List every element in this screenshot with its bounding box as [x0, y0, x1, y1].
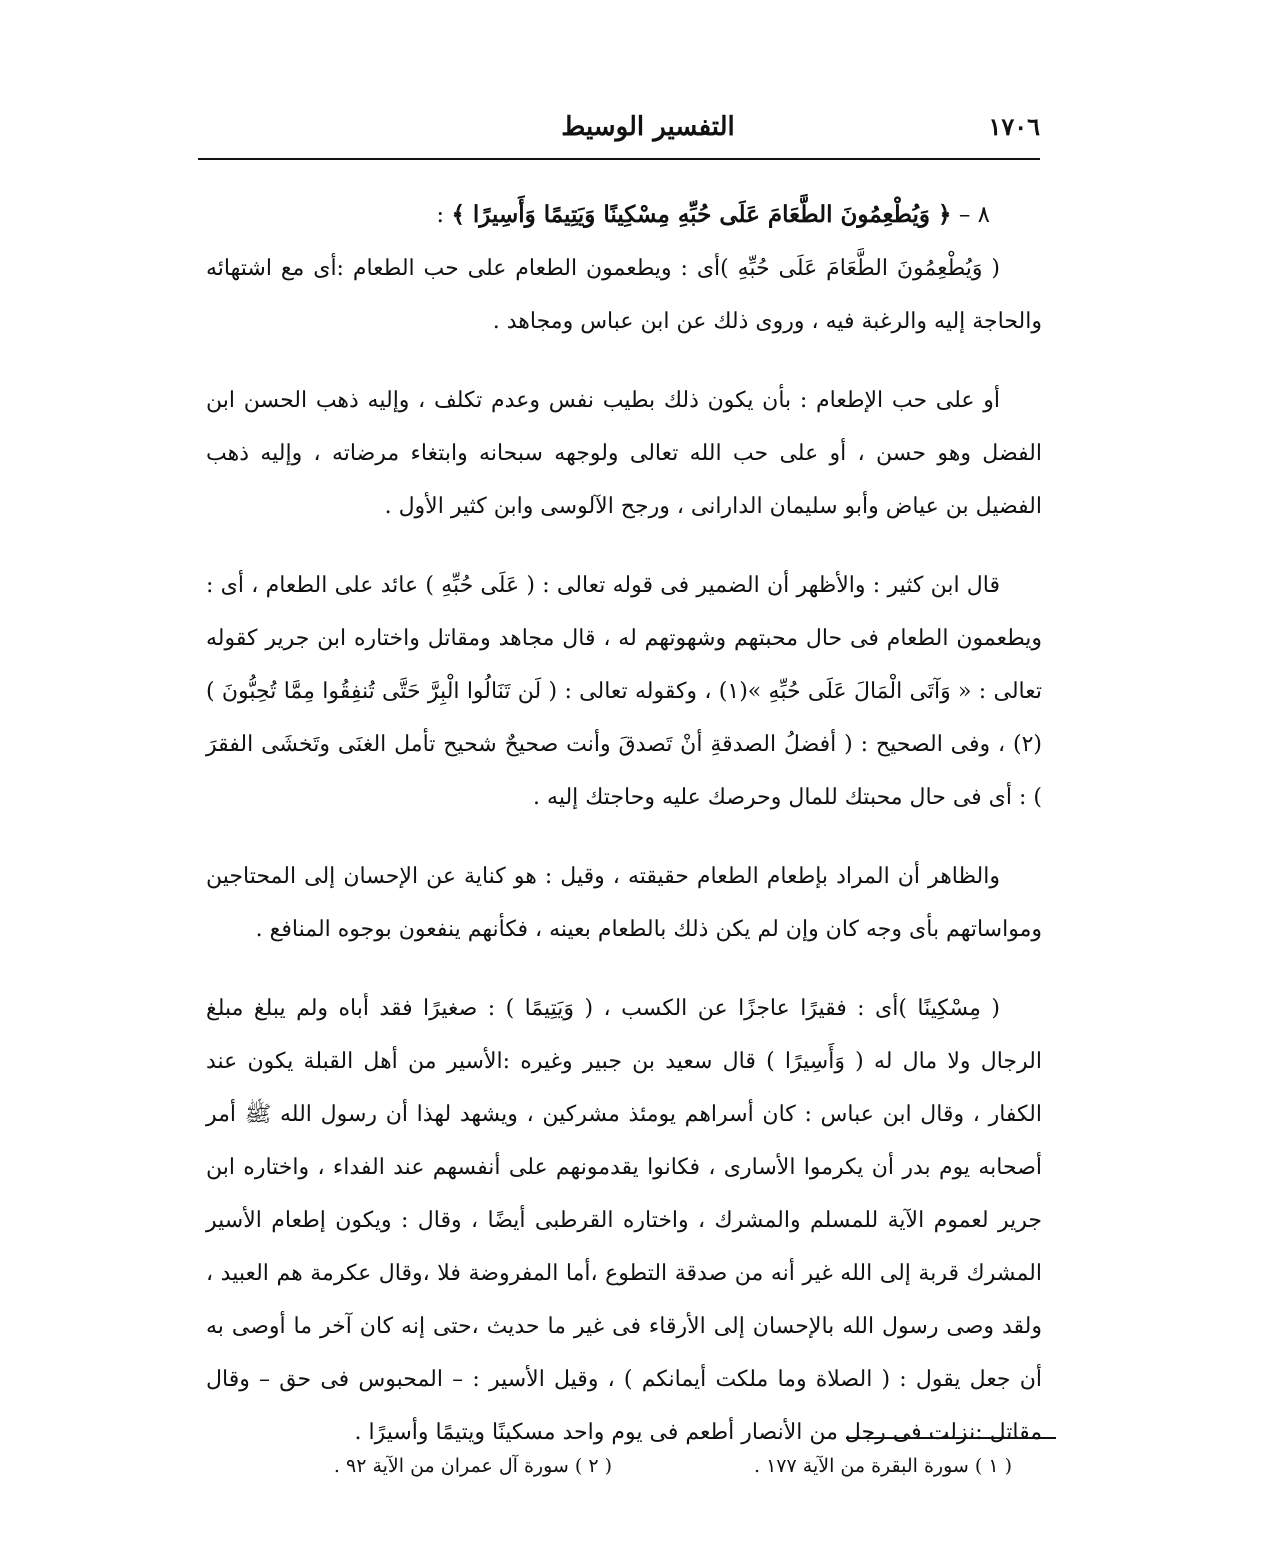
footnote-1: ( ١ ) سورة البقرة من الآية ١٧٧ . — [754, 1455, 1012, 1477]
paragraph-5: ( مِسْكِينًا )أى : فقيرًا عاجزًا عن الكسب ، ( وَيَتِيمًا ) : صغيرًا فقد أباه ولم يبلغ مبلغ الرجال ولا مال له ( وَأَسِيرًا ) قال سعيد بن جبير وغيره :الأسير من أهل القبلة يكون عند الكفار ، وقال ابن عباس : كان أسراهم يومئذ مشركين ، ويشهد لهذا أن رسول الله ﷺ أمر أصحابه يوم بدر أن يكرموا الأسارى ، فكانوا يقدمونهم على أنفسهم عند الفداء ، واختاره ابن جرير لعموم الآية للمسلم والمشرك ، واختاره القرطبى أيضًا ، وقال : ويكون إطعام الأسير المشرك قربة إلى الله غير أنه من صدقة التطوع ،أما المفروضة فلا ،وقال عكرمة هم العبيد ، ولقد وصى رسول الله بالإحسان إلى الأرقاء فى غير ما حديث ،حتى إنه كان آخر ما أوصى به أن جعل يقول : ( الصلاة وما ملكت أيمانكم ) ، وقيل الأسير : – المحبوس فى حق – وقال مقاتل :نزلت فى رجل من الأنصار أطعم فى يوم واحد مسكينًا ويتيمًا وأسيرًا . — [206, 996, 1042, 1445]
paragraph-3: قال ابن كثير : والأظهر أن الضمير فى قوله تعالى : ( عَلَى حُبِّهِ ) عائد على الطعام ، أى : ويطعمون الطعام فى حال محبتهم وشهوتهم له ، قال مجاهد ومقاتل واختاره ابن جرير كقوله تعالى : « وَآتَى الْمَالَ عَلَى حُبِّهِ »(١) ، وكقوله تعالى : ( لَن تَنَالُوا الْبِرَّ حَتَّى تُنفِقُوا مِمَّا تُحِبُّونَ )(٢) ، وفى الصحيح : ( أفضلُ الصدقةِ أنْ تَصدقَ وأنت صحيحٌ شحيح تأمل الغنَى وتَخشَى الفقرَ ) : أى فى حال محبتك للمال وحرصك عليه وحاجتك إليه . — [206, 573, 1042, 810]
page-header — [198, 112, 1040, 152]
verse-heading — [206, 188, 1042, 242]
paragraph-4: والظاهر أن المراد بإطعام الطعام حقيقته ، وقيل : هو كناية عن الإحسان إلى المحتاجين ومواساتهم بأى وجه كان وإن لم يكن ذلك بالطعام بعينه ، فكأنهم ينفعون بوجوه المنافع . — [206, 864, 1042, 942]
footnote-2: ( ٢ ) سورة آل عمران من الآية ٩٢ . — [333, 1455, 612, 1477]
verse-number: ٨ – — [958, 202, 990, 228]
running-title: التفسير الوسيط — [561, 112, 735, 142]
page-body — [206, 188, 1042, 1485]
verse-colon: : — [436, 202, 445, 228]
paragraph-2: أو على حب الإطعام : بأن يكون ذلك بطيب نفس وعدم تكلف ، وإليه ذهب الحسن ابن الفضل وهو حسن ، أو على حب الله تعالى ولوجهه سبحانه وابتغاء مرضاته ، وإليه ذهب الفضيل بن عياض وأبو سليمان الدارانى ، ورجح الآلوسى وابن كثير الأول . — [206, 388, 1042, 519]
verse-quran-text: ﴿ وَيُطْعِمُونَ الطَّعَامَ عَلَى حُبِّهِ مِسْكِينًا وَيَتِيمًا وَأَسِيرًا ﴾ — [451, 201, 952, 228]
page-number: ١٧٠٦ — [988, 112, 1040, 141]
paragraph-1: ( وَيُطْعِمُونَ الطَّعَامَ عَلَى حُبِّهِ )أى : ويطعمون الطعام على حب الطعام :أى مع اشتهائه والحاجة إليه والرغبة فيه ، وروى ذلك عن ابن عباس ومجاهد . — [206, 256, 1042, 334]
header-rule — [198, 158, 1040, 160]
footnote-rule — [846, 1437, 1056, 1439]
